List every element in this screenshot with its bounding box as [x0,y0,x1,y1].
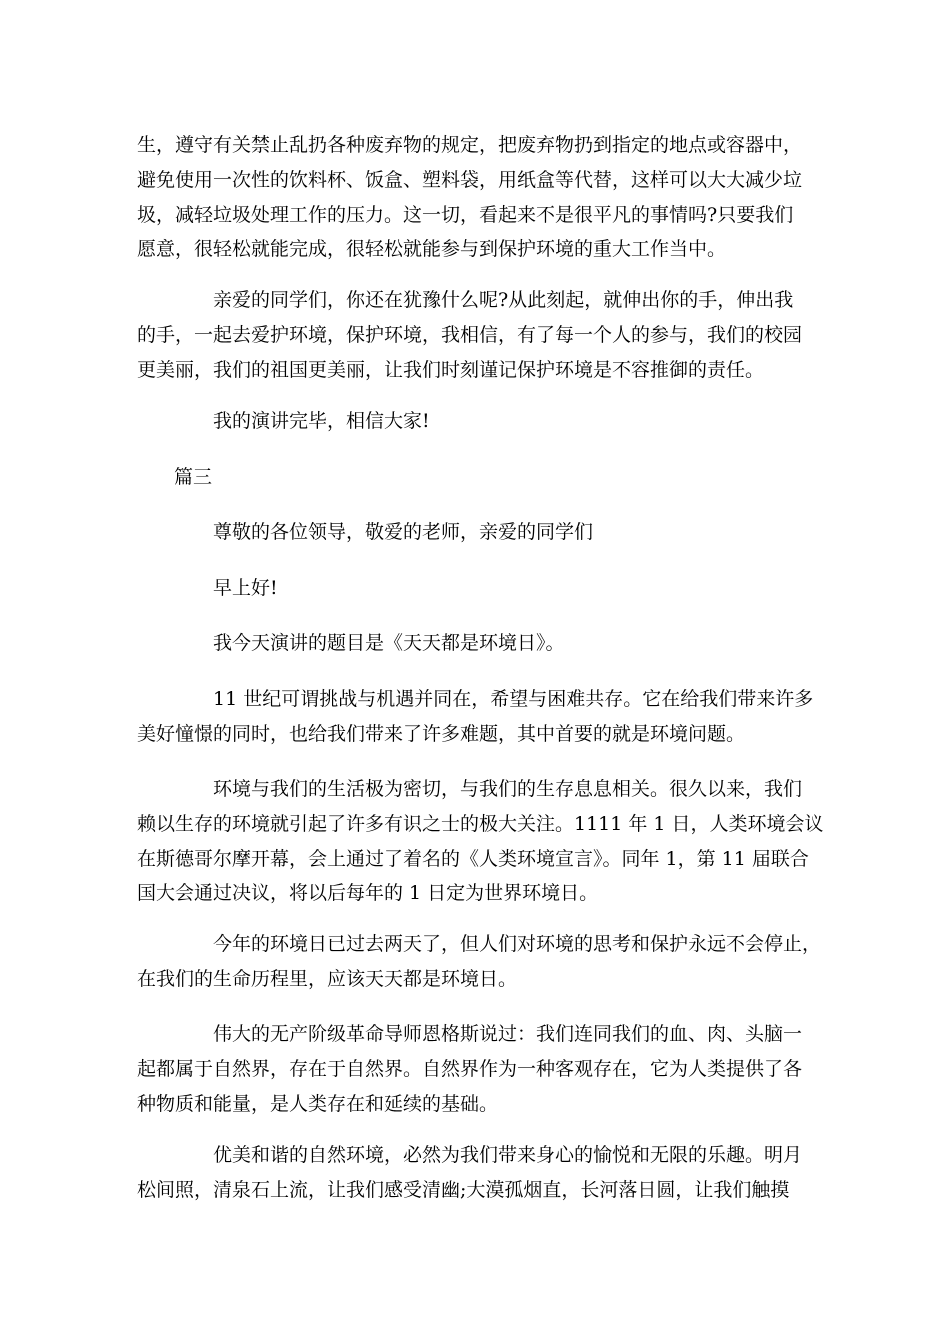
paragraph-environment [137,772,824,911]
paragraph-line: 在斯德哥尔摩开幕，会上通过了着名的《人类环境宣言》。同年 1，第 11 届联合 [137,847,809,870]
paragraph-century [137,682,817,752]
paragraph-line: 早上好! [213,577,278,599]
paragraph-greeting [137,571,817,606]
paragraph-line: 赖以生存的环境就引起了许多有识之士的极大关注。1111 年 1 日，人类环境会议 [137,812,824,835]
paragraph-line: 今年的环境日已过去两天了，但人们对环境的思考和保护永远不会停止， [213,933,822,955]
paragraph-topic [137,626,817,661]
paragraph-line: 的手，一起去爱护环境，保护环境，我相信，有了每一个人的参与，我们的校园 [137,323,803,346]
paragraph-line: 生，遵守有关禁止乱扔各种废弃物的规定，把废弃物扔到指定的地点或容器中， [137,134,803,156]
paragraph-salutation [137,515,817,550]
section-heading: 篇三 [174,466,213,488]
paragraph-line: 优美和谐的自然环境，必然为我们带来身心的愉悦和无限的乐趣。明月 [213,1144,803,1166]
paragraph-today [137,927,822,997]
paragraph-line: 国大会通过决议，将以后每年的 1 日定为世界环境日。 [137,882,599,905]
paragraph-line: 伟大的无产阶级革命导师恩格斯说过：我们连同我们的血、肉、头脑一 [213,1023,803,1045]
paragraph-nature [137,1138,817,1208]
paragraph-line: 11 世纪可谓挑战与机遇并同在，希望与困难共存。它在给我们带来许多 [213,688,814,710]
paragraph-closing [137,404,817,439]
paragraph-line: 我今天演讲的题目是《天天都是环境日》。 [213,632,565,654]
paragraph-line: 圾，减轻垃圾处理工作的压力。这一切，看起来不是很平凡的事情吗?只要我们 [137,203,794,226]
paragraph-line: 种物质和能量，是人类存在和延续的基础。 [137,1092,499,1115]
paragraph-line: 更美丽，我们的祖国更美丽，让我们时刻谨记保护环境是不容推御的责任。 [137,358,765,381]
paragraph-line: 亲爱的同学们，你还在犹豫什么呢?从此刻起，就伸出你的手，伸出我 [213,289,794,311]
paragraph-continued [137,128,817,267]
paragraph-engels [137,1017,817,1121]
paragraph-appeal [137,283,817,387]
paragraph-line: 我的演讲完毕，相信大家! [213,410,430,432]
paragraph-line: 在我们的生命历程里，应该天天都是环境日。 [137,967,518,990]
paragraph-line: 愿意，很轻松就能完成，很轻松就能参与到保护环境的重大工作当中。 [137,238,727,261]
paragraph-line: 环境与我们的生活极为密切，与我们的生存息息相关。很久以来，我们 [213,778,803,800]
paragraph-line: 避免使用一次性的饮料杯、饭盒、塑料袋，用纸盒等代替，这样可以大大减少垃 [137,168,803,191]
paragraph-line: 美好憧憬的同时，也给我们带来了许多难题，其中首要的就是环境问题。 [137,722,746,745]
paragraph-line: 松间照，清泉石上流，让我们感受清幽;大漠孤烟直，长河落日圆，让我们触摸 [137,1178,790,1201]
paragraph-line: 起都属于自然界，存在于自然界。自然界作为一种客观存在，它为人类提供了各 [137,1057,803,1080]
paragraph-line: 尊敬的各位领导，敬爱的老师，亲爱的同学们 [213,521,594,543]
